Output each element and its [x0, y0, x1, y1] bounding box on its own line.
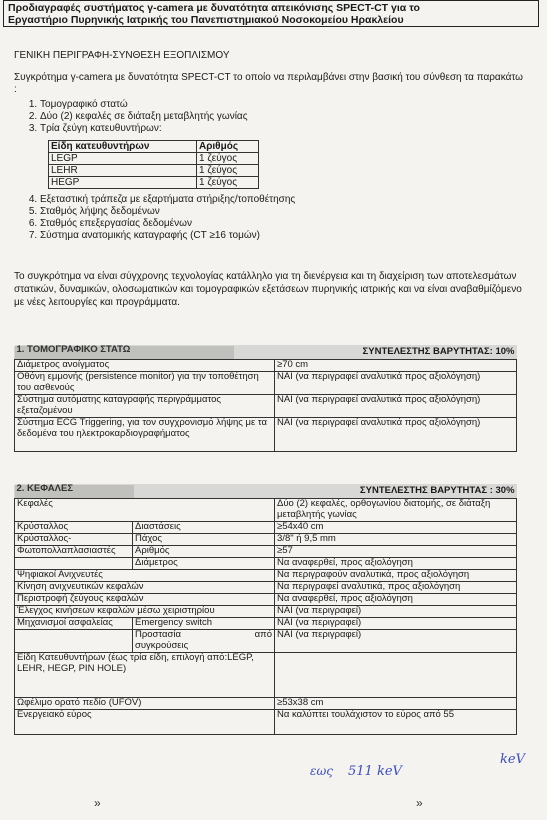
- table-cell: HEGP: [49, 177, 197, 189]
- spec-value: ΝΑΙ (να περιγραφεί): [275, 606, 517, 618]
- spec-value: ΝΑΙ (να περιγραφεί): [275, 618, 517, 630]
- table-row: [15, 606, 517, 618]
- spec-label: Κεφαλές: [15, 499, 275, 522]
- spec-label: Μηχανισμοί ασφαλείας: [15, 618, 133, 630]
- table-cell: 1 ζεύγος: [197, 165, 259, 177]
- title-line-2: Εργαστήριο Πυρηνικής Ιατρικής του Πανεπιστημιακού Νοσοκομείου Ηρακλείου: [8, 14, 404, 26]
- spec-sublabel: Emergency switch: [133, 618, 275, 630]
- section-title: 1. ΤΟΜΟΓΡΑΦΙΚΟ ΣΤΑΤΩ: [15, 345, 275, 360]
- spec-value: ΝΑΙ (να περιγραφεί): [275, 630, 517, 653]
- spec-sublabel: [133, 630, 275, 653]
- scan-mark: »: [416, 796, 423, 810]
- table-row: [15, 630, 517, 653]
- scan-mark: »: [94, 796, 101, 810]
- table-header-row: [49, 141, 259, 153]
- scan-smudge: [14, 346, 234, 359]
- table-row: [15, 546, 517, 558]
- list-item: 7. Σύστημα ανατομικής καταγραφής (CT ≥16 τομών): [40, 230, 500, 242]
- spec-label: [15, 558, 133, 570]
- spec-label: Ενεργειακό εύρος: [15, 710, 275, 735]
- spec-label: Σύστημα ECG Triggering, για τον συγχρονισμό λήψης με τα δεδομένα του ηλεκτροκαρδιογραφήματος: [15, 418, 275, 452]
- table-row: [15, 618, 517, 630]
- table-row: [15, 698, 517, 710]
- description-paragraph: Το συγκρότημα να είναι σύγχρονης τεχνολογίας κατάλληλο για τη διενέργεια και τη διαχείριση των αποτελεσμάτων στατικών, δυναμικών, ολοσωματικών και τομογραφικών εξετάσεων πυρηνικής ιατρικής και να είναι αναβαθμίζόμενο με νέες λειτουργίες και προγράμματα.: [14, 271, 522, 308]
- table-row: [15, 582, 517, 594]
- spec-value: 3/8" ή 9,5 mm: [275, 534, 517, 546]
- table-row: [15, 710, 517, 735]
- table-row: [15, 653, 517, 698]
- protection-label: Προστασία: [135, 629, 181, 640]
- from-label: από: [254, 629, 273, 640]
- table-header: Είδη κατευθυντήρων: [49, 141, 197, 153]
- spec-sublabel: Αριθμός: [133, 546, 275, 558]
- intro-text: Συγκρότημα γ-camera με δυνατότητα SPECT-CT το οποίο να περιλαμβάνει στην βασική του σύνθεση τα παρακάτω :: [14, 72, 523, 95]
- spec-value: ΝΑΙ (να περιγραφεί αναλυτικά προς αξιολόγηση): [275, 372, 517, 395]
- spec-label: Κρύσταλλος: [15, 522, 133, 534]
- spec-value: Να καλύπτει τουλάχιστον το εύρος από 55: [275, 710, 517, 735]
- spec-value: [275, 653, 517, 698]
- spec-label: Έλεγχος κινήσεων κεφαλών μέσω χειριστηρίου: [15, 606, 275, 618]
- document-title: [3, 0, 539, 27]
- collimator-table: [48, 140, 259, 189]
- table-row: [15, 395, 517, 418]
- list-item: 2. Δύο (2) κεφαλές σε διάταξη μεταβλητής γωνίας: [40, 111, 500, 123]
- section-title: 2. ΚΕΦΑΛΕΣ: [15, 484, 275, 499]
- section-heading: ΓΕΝΙΚΗ ΠΕΡΙΓΡΑΦΗ-ΣΥΝΘΕΣΗ ΕΞΟΠΛΙΣΜΟΥ: [14, 50, 230, 61]
- spec-value: ≥53x38 cm: [275, 698, 517, 710]
- spec-sublabel: Διαστάσεις: [133, 522, 275, 534]
- table-row: [15, 534, 517, 546]
- spec-label: Διάμετρος ανοίγματος: [15, 360, 275, 372]
- spec-label: Είδη Κατευθυντήρων (έως τρία είδη, επιλογή από:LEGP, LEHR, HEGP, PIN HOLE): [15, 653, 275, 698]
- weight-label: ΣΥΝΤΕΛΕΣΤΗΣ ΒΑΡΥΤΗΤΑΣ : 30%: [275, 484, 517, 499]
- table-row: [15, 360, 517, 372]
- spec-label: Σύστημα αυτόματης καταγραφής περιγράμματος εξεταζομένου: [15, 395, 275, 418]
- spec-value: ≥57: [275, 546, 517, 558]
- list-item: 6. Σταθμός επεξεργασίας δεδομένων: [40, 218, 500, 230]
- list-item: 5. Σταθμός λήψης δεδομένων: [40, 206, 500, 218]
- spec-label: Περιστροφή ζεύγους κεφαλών: [15, 594, 275, 606]
- spec-label: [15, 630, 133, 653]
- handwritten-upto: εως: [310, 764, 333, 778]
- spec-sublabel: Διάμετρος: [133, 558, 275, 570]
- table-cell: 1 ζεύγος: [197, 153, 259, 165]
- table-row: [49, 153, 259, 165]
- table-cell: 1 ζεύγος: [197, 177, 259, 189]
- table-row: [15, 594, 517, 606]
- gantry-spec-table: [14, 345, 517, 452]
- title-line-1: Προδιαγραφές συστήματος γ-camera με δυνατότητα απεικόνισης SPECT-CT για το: [8, 2, 420, 14]
- collisions-label: συγκρούσεις: [135, 639, 189, 651]
- spec-value: ≥54x40 cm: [275, 522, 517, 534]
- weight-label: ΣΥΝΤΕΛΕΣΤΗΣ ΒΑΡΥΤΗΤΑΣ: 10%: [275, 345, 517, 360]
- spec-value: Να περιγραφούν αναλυτικά, προς αξιολόγηση: [275, 570, 517, 582]
- spec-value: Να αναφερθεί, προς αξιολόγηση: [275, 558, 517, 570]
- spec-label: Ωφέλιμο ορατό πεδίο (UFOV): [15, 698, 275, 710]
- spec-label: Κρύσταλλος-: [15, 534, 133, 546]
- list-item: 3. Τρία ζεύγη κατευθυντήρων:: [40, 123, 500, 194]
- table-cell: LEHR: [49, 165, 197, 177]
- table-header: Αριθμός: [197, 141, 259, 153]
- table-row: [15, 558, 517, 570]
- spec-value: Να αναφερθεί, προς αξιολόγηση: [275, 594, 517, 606]
- heads-spec-table: [14, 484, 517, 735]
- spec-label: Ψηφιακοί Ανιχνευτές: [15, 570, 275, 582]
- table-cell: LEGP: [49, 153, 197, 165]
- spec-value: ≥70 cm: [275, 360, 517, 372]
- table-row: [15, 522, 517, 534]
- handwritten-kev-511: 511 keV: [348, 764, 402, 779]
- list-item: 4. Εξεταστική τράπεζα με εξαρτήματα στήριξης/τοποθέτησης: [40, 194, 500, 206]
- spec-label: Κίνηση ανιχνευτικών κεφαλών: [15, 582, 275, 594]
- handwritten-kev: keV: [500, 752, 525, 767]
- table-row: [15, 418, 517, 452]
- scan-smudge: [14, 485, 134, 498]
- table-row: [15, 570, 517, 582]
- spec-value: Να περιγραφεί αναλυτικά, προς αξιολόγηση: [275, 582, 517, 594]
- table-row: [49, 165, 259, 177]
- table-row: [15, 499, 517, 522]
- table-row: [15, 372, 517, 395]
- list-item: 1. Τομογραφικό στατώ: [40, 99, 500, 111]
- spec-value: ΝΑΙ (να περιγραφεί αναλυτικά προς αξιολόγηση): [275, 418, 517, 452]
- spec-label: Οθόνη εμμονής (persistence monitor) για την τοποθέτηση του ασθενούς: [15, 372, 275, 395]
- spec-label: Φωτοπολλαπλασιαστές: [15, 546, 133, 558]
- table-row: [49, 177, 259, 189]
- spec-value: Δύο (2) κεφαλές, ορθογωνίου διατομής, σε διάταξη μεταβλητής γωνίας: [275, 499, 517, 522]
- spec-value: ΝΑΙ (να περιγραφεί αναλυτικά προς αξιολόγηση): [275, 395, 517, 418]
- spec-sublabel: Πάχος: [133, 534, 275, 546]
